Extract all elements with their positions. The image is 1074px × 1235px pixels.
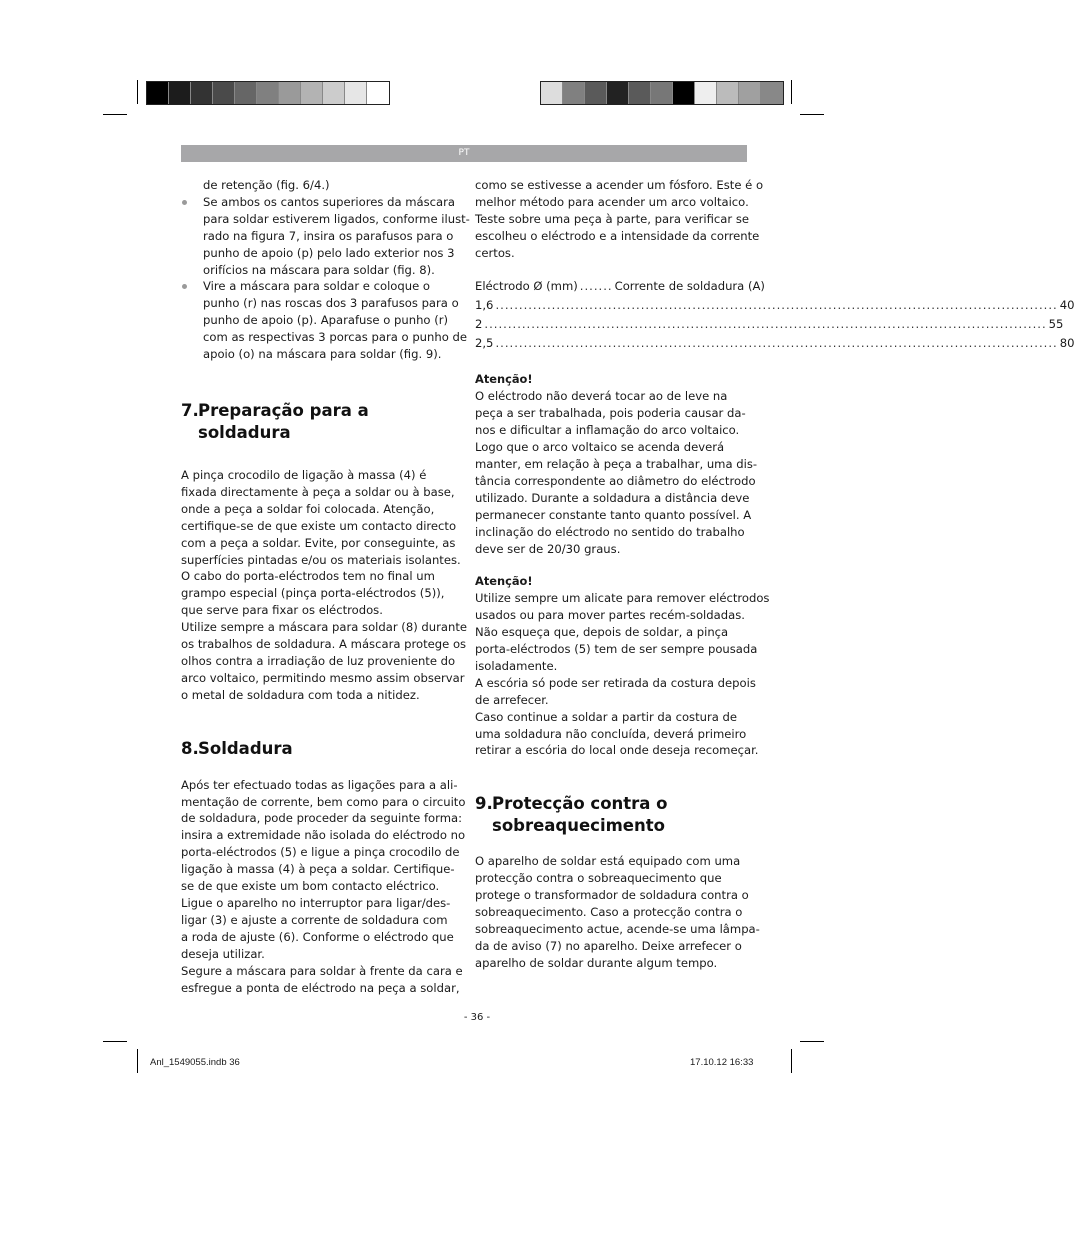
- text-line: mentação de corrente, bem como para o circuito: [181, 794, 466, 809]
- crop-mark: [103, 114, 127, 115]
- text-line: para soldar estiverem ligados, conforme ilust-: [203, 211, 470, 226]
- color-swatch: [147, 82, 169, 104]
- text-line: peça a ser trabalhada, pois poderia causar da-: [475, 406, 746, 421]
- color-swatch: [367, 82, 389, 104]
- bullet-list: [181, 194, 470, 363]
- section-number: 8.: [181, 738, 199, 758]
- text-line: insira a extremidade não isolada do eléctrodo no: [181, 828, 466, 843]
- text-line: deseja utilizar.: [181, 946, 265, 961]
- dot-leader: .......: [579, 278, 613, 293]
- text-line: de arrefecer.: [475, 692, 549, 707]
- text-line: nos e dificultar a inflamação do arco voltaico.: [475, 423, 740, 438]
- warning-text: [475, 590, 770, 759]
- text-line: aparelho de soldar durante algum tempo.: [475, 955, 718, 970]
- text-line: certifique-se de que existe um contacto directo: [181, 518, 457, 533]
- crop-mark: [800, 114, 824, 115]
- electrode-diameter: 2,5: [475, 336, 494, 351]
- text-line: de soldadura, pode proceder da seguinte forma:: [181, 811, 462, 826]
- bullet-icon: [182, 284, 187, 289]
- color-swatch: [235, 82, 257, 104]
- intro-text: [475, 177, 764, 262]
- text-line: ligar (3) e ajuste a corrente de soldadura com: [181, 912, 448, 927]
- crop-mark: [103, 1041, 127, 1042]
- text-line: melhor método para acender um arco voltaico.: [475, 194, 749, 209]
- text-line: se de que existe um bom contacto eléctrico.: [181, 879, 440, 894]
- text-line: O cabo do porta-eléctrodos tem no final um: [181, 569, 435, 584]
- right-column: [475, 177, 1074, 972]
- dot-leader: ........................................................................................................................: [495, 298, 1058, 313]
- welding-current: 55: [1048, 317, 1064, 332]
- section-7-body: [181, 467, 468, 704]
- text-line: punho de apoio (p). Aparafuse o punho (r): [203, 313, 449, 328]
- section-9-body: [475, 853, 760, 971]
- warning-label: Atenção!: [475, 372, 533, 387]
- text-line: rado na figura 7, insira os parafusos para o: [203, 228, 454, 243]
- section-heading-7: [181, 400, 456, 444]
- text-line: porta-eléctrodos (5) tem de ser sempre pousada: [475, 642, 758, 657]
- electrode-diameter: 1,6: [475, 298, 494, 313]
- color-swatch: [585, 82, 607, 104]
- text-line: o metal de soldadura com toda a nitidez.: [181, 687, 420, 702]
- text-line: Após ter efectuado todas as ligações para a ali-: [181, 777, 458, 792]
- text-line: superfícies pintadas e/ou os materiais isolantes.: [181, 552, 461, 567]
- color-swatch: [213, 82, 235, 104]
- crop-mark: [791, 80, 792, 104]
- color-swatch: [629, 82, 651, 104]
- section-number: 7.: [181, 400, 199, 420]
- color-swatch: [739, 82, 761, 104]
- text-line: Utilize sempre um alicate para remover eléctrodos: [475, 591, 770, 606]
- crop-mark: [137, 1049, 138, 1073]
- text-line: O aparelho de soldar está equipado com uma: [475, 854, 741, 869]
- section-heading-9: [475, 793, 750, 837]
- electrode-diameter: 2: [475, 317, 483, 332]
- bullet-text: [203, 278, 467, 363]
- dot-leader: ........................................................................................................................: [495, 336, 1058, 351]
- text-line: Soldadura: [198, 738, 293, 758]
- bullet-item: [181, 278, 467, 363]
- text-line: manter, em relação à peça a trabalhar, uma dis-: [475, 456, 758, 471]
- text-line: punho (r) nas roscas dos 3 parafusos para o: [203, 296, 459, 311]
- text-line: os trabalhos de soldadura. A máscara protege os: [181, 637, 467, 652]
- text-line: utilizado. Durante a soldadura a distância deve: [475, 490, 750, 505]
- warning-label: Atenção!: [475, 574, 533, 589]
- text-line: deve ser de 20/30 graus.: [475, 541, 621, 556]
- text-line: com as respectivas 3 porcas para o punho de: [203, 330, 467, 345]
- text-line: Preparação para a: [198, 400, 369, 420]
- text-line: retirar a escória do local onde deseja recomeçar.: [475, 743, 759, 758]
- table-header: [475, 278, 765, 295]
- section-heading-8: [181, 738, 456, 760]
- crop-mark: [137, 80, 138, 104]
- section-title: [198, 400, 369, 444]
- text-line: Utilize sempre a máscara para soldar (8) durante: [181, 620, 468, 635]
- warning-text: [475, 388, 758, 557]
- text-line: Se ambos os cantos superiores da máscara: [203, 194, 456, 209]
- color-swatch: [563, 82, 585, 104]
- section-title: [198, 738, 293, 760]
- bullet-item: [181, 194, 470, 279]
- text-line: olhos contra a irradiação de luz proveniente do: [181, 653, 456, 668]
- color-swatch: [191, 82, 213, 104]
- text-line: sobreaquecimento actue, acende-se uma lâmpa-: [475, 922, 760, 936]
- color-swatch: [345, 82, 367, 104]
- bullet-text: [203, 194, 470, 279]
- crop-mark: [800, 1041, 824, 1042]
- text-line: com a peça a soldar. Evite, por conseguinte, as: [181, 535, 456, 550]
- left-column: [181, 177, 470, 996]
- table-row: [475, 315, 1064, 334]
- text-line: O eléctrodo não deverá tocar ao de leve na: [475, 389, 728, 404]
- color-swatch: [651, 82, 673, 104]
- table-header-electrode: Eléctrodo Ø (mm): [475, 278, 578, 293]
- text-line: esfregue a ponta de eléctrodo na peça a soldar,: [181, 980, 460, 995]
- dot-leader: ........................................................................................................................: [484, 317, 1047, 332]
- footer-file: Anl_1549055.indb 36: [150, 1057, 240, 1068]
- text-line: A escória só pode ser retirada da costura depois: [475, 675, 756, 690]
- text-line: punho de apoio (p) pelo lado exterior nos 3: [203, 245, 455, 260]
- text-line: Protecção contra o: [492, 794, 668, 814]
- text-line: grampo especial (pinça porta-eléctrodos (5)),: [181, 586, 445, 601]
- color-swatch: [607, 82, 629, 104]
- crop-mark: [791, 1049, 792, 1073]
- language-bar: PT: [181, 145, 747, 162]
- text-line: sobreaquecimento: [492, 816, 665, 836]
- color-swatch: [301, 82, 323, 104]
- color-swatch: [673, 82, 695, 104]
- welding-current: 40: [1059, 298, 1074, 313]
- text-line: Caso continue a soldar a partir da costura de: [475, 709, 738, 724]
- text-line: inclinação do eléctrodo no sentido do trabalho: [475, 524, 745, 539]
- text-line: Segure a máscara para soldar à frente da cara e: [181, 963, 463, 978]
- section-number: 9.: [475, 794, 493, 814]
- text-line: a roda de ajuste (6). Conforme o eléctrodo que: [181, 929, 454, 944]
- text-line: como se estivesse a acender um fósforo. Este é o: [475, 178, 764, 192]
- text-line: Não esqueça que, depois de soldar, a pinça: [475, 625, 729, 640]
- text-line: Ligue o aparelho no interruptor para ligar/des-: [181, 896, 451, 910]
- table-header-current: Corrente de soldadura (A): [614, 278, 765, 293]
- text-line: uma soldadura não concluída, deverá primeiro: [475, 726, 747, 741]
- text-line: permanecer constante tanto quanto possível. A: [475, 507, 752, 522]
- electrode-table: [475, 278, 1074, 354]
- text-line: Vire a máscara para soldar e coloque o: [203, 279, 431, 294]
- text-line: onde a peça a soldar foi colocada. Atenção,: [181, 501, 435, 516]
- section-title: [492, 793, 668, 837]
- text-line: fixada directamente à peça a soldar ou à base,: [181, 484, 455, 499]
- color-swatch: [717, 82, 739, 104]
- text-line: ligação à massa (4) à peça a soldar. Certifique-: [181, 862, 455, 877]
- text-line: A pinça crocodilo de ligação à massa (4) é: [181, 467, 427, 482]
- bullet-icon: [182, 200, 187, 205]
- color-swatch: [761, 82, 783, 104]
- text-line: isoladamente.: [475, 658, 558, 673]
- table-row: [475, 334, 1074, 353]
- text-line: orifícios na máscara para soldar (fig. 8).: [203, 262, 435, 277]
- section-8-body: [181, 777, 466, 997]
- page-number: - 36 -: [463, 1012, 491, 1023]
- welding-current: 80: [1059, 336, 1074, 351]
- color-swatch: [279, 82, 301, 104]
- text-line: da de aviso (7) no aparelho. Deixe arrefecer o: [475, 938, 742, 953]
- color-swatch: [323, 82, 345, 104]
- text-line: escolheu o eléctrodo e a intensidade da corrente: [475, 228, 760, 243]
- text-line: sobreaquecimento. Caso a protecção contra o: [475, 905, 743, 920]
- text-line: protege o transformador de soldadura contra o: [475, 888, 749, 903]
- text-line: tância correspondente ao diâmetro do eléctrodo: [475, 473, 756, 488]
- footer-datetime: 17.10.12 16:33: [690, 1057, 754, 1068]
- text-line: soldadura: [198, 422, 291, 442]
- color-calibration-bar-right: [540, 81, 784, 105]
- text-line: Logo que o arco voltaico se acenda deverá: [475, 440, 725, 455]
- table-rows: [475, 296, 1074, 353]
- table-row: [475, 296, 1074, 315]
- text-line: certos.: [475, 245, 515, 260]
- text-line: Teste sobre uma peça à parte, para verificar se: [475, 211, 750, 226]
- color-swatch: [257, 82, 279, 104]
- color-swatch: [541, 82, 563, 104]
- color-swatch: [169, 82, 191, 104]
- text-line: apoio (o) na máscara para soldar (fig. 9).: [203, 347, 442, 362]
- text-line: usados ou para mover partes recém-soldadas.: [475, 608, 745, 623]
- text-line: protecção contra o sobreaquecimento que: [475, 871, 722, 886]
- text-line: porta-eléctrodos (5) e ligue a pinça crocodilo de: [181, 845, 460, 860]
- color-swatch: [695, 82, 717, 104]
- color-calibration-bar-left: [146, 81, 390, 105]
- continued-line: de retenção (fig. 6/4.): [203, 178, 330, 192]
- text-line: arco voltaico, permitindo mesmo assim observar: [181, 670, 465, 685]
- text-line: que serve para fixar os eléctrodos.: [181, 603, 383, 618]
